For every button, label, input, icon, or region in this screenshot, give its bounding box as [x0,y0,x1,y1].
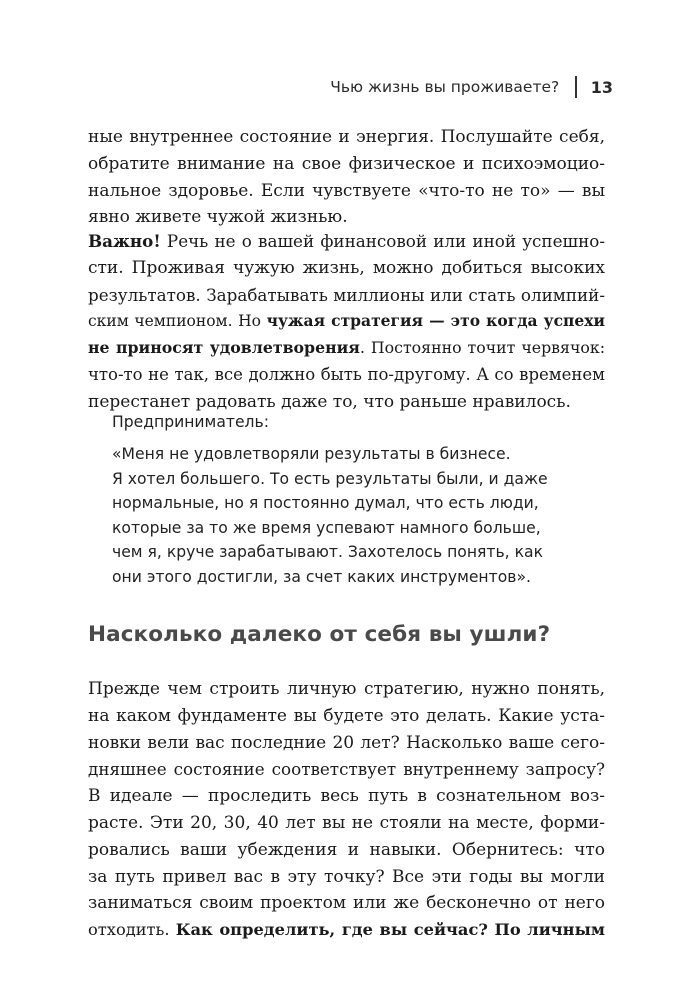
text-line [88,228,605,255]
text-line: перестанет радовать даже то, что раньше нравилось. [88,391,571,412]
text-line: заниматься своим проектом или же бесконечно от него [88,893,605,914]
quote-body [112,442,578,590]
header-divider [575,76,577,98]
text-line [88,308,605,335]
text-run: отходить. [88,920,176,940]
text-line: Прежде чем строить личную стратегию, нужно понять, [88,679,605,699]
text-run: . Постоянно точит червячок: [359,338,605,358]
quote-line: которые за то же время успевают намного больше, [112,518,541,537]
section-heading: Насколько далеко от себя вы ушли? [88,622,551,647]
running-header [330,76,613,98]
text-line: за путь привел вас в эту точку? Все эти годы вы могли [88,866,605,887]
text-line: нальное здоровье. Если чувствуете «что-то не то» — вы [88,180,605,201]
text-line: дняшнее состояние соответствует внутреннему запросу? [88,759,605,780]
text-line: расте. Эти 20, 30, 40 лет вы не стояли на месте, форми- [88,812,605,833]
text-run: ским чемпионом. Но [88,312,267,331]
text-line: новки вели вас последние 20 лет? Насколько ваше сего- [88,732,605,753]
text-line: ровались ваши убеждения и навыки. Обернитесь: что [88,839,605,860]
text-line: что-то не так, все должно быть по-другому. А со временем [88,364,605,384]
quote-author: Предприниматель: [112,413,269,431]
quote-line: Я хотел большего. То есть результаты были, и даже [112,469,548,488]
page-number: 13 [590,77,613,97]
paragraph-1 [88,124,605,231]
text-line [88,335,605,362]
bold-emphasis: Как определить, где вы сейчас? По личным [175,920,605,940]
bold-emphasis: чужая стратегия — это когда успехи [266,311,605,331]
quote-line: они этого достигли, за счет каких инструментов». [112,567,531,586]
bold-emphasis: не приносят удовлетворения [88,338,360,358]
text-line: обратите внимание на свое физическое и психоэмоцио- [88,153,605,174]
text-line: сти. Проживая чужую жизнь, можно добиться высоких [88,257,605,278]
text-line [88,917,605,944]
text-line: В идеале — проследить весь путь в сознательном воз- [88,786,605,807]
text-line: явно живете чужой жизнью. [88,207,348,228]
text-line: ные внутреннее состояние и энергия. Послушайте себя, [88,127,605,147]
text-line: результатов. Зарабатывать миллионы или стать олимпий- [88,284,605,305]
paragraph-2 [88,228,605,416]
quote-line: «Меня не удовлетворяли результаты в бизнесе. [112,445,511,463]
running-title: Чью жизнь вы проживаете? [330,78,560,96]
quote-line: чем я, круче зарабатывают. Захотелось понять, как [112,543,543,562]
text-run: Речь не о вашей финансовой или иной успешно- [160,231,605,251]
important-label: Важно! [88,231,161,251]
text-line: на каком фундаменте вы будете это делать. Какие уста- [88,705,605,726]
paragraph-3 [88,676,605,944]
quote-line: нормальные, но я постоянно думал, что есть люди, [112,494,539,513]
